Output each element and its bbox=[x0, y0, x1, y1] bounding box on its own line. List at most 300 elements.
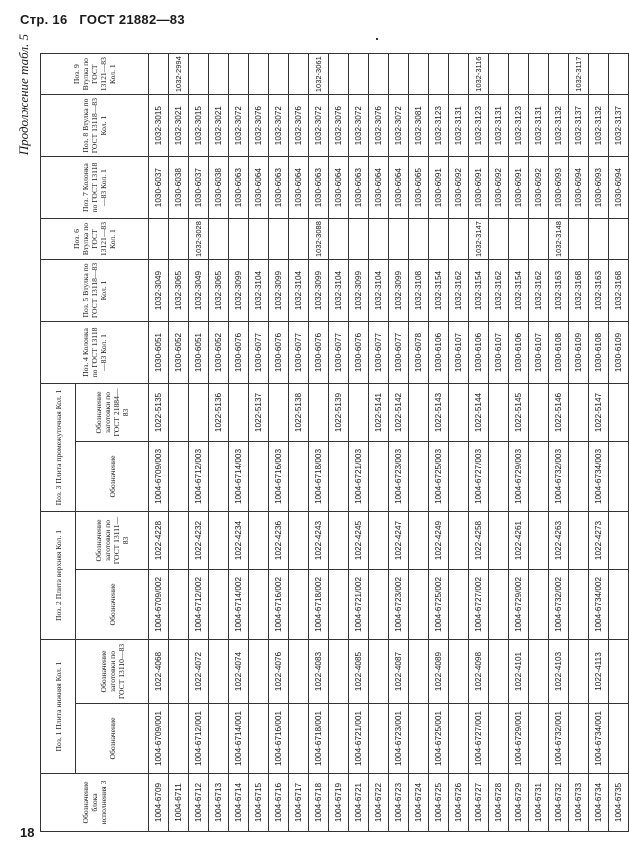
cell-p5: 1032-3162 bbox=[529, 260, 549, 322]
cell-p3: 1004-6725/003 bbox=[429, 442, 449, 512]
cell-p6 bbox=[269, 219, 289, 260]
cell-p1: 1004-6723/001 bbox=[389, 704, 409, 774]
cell-p2b: 1022-4273 bbox=[589, 512, 609, 570]
cell-p1b: 1022-4074 bbox=[229, 640, 249, 704]
cell-p1: 1004-6712/001 bbox=[189, 704, 209, 774]
cell-p7: 1030-6063 bbox=[349, 157, 369, 219]
cell-p8: 1032-3081 bbox=[409, 95, 429, 157]
cell-p3b bbox=[269, 384, 289, 442]
cell-p9 bbox=[489, 54, 509, 95]
page-header bbox=[20, 12, 193, 27]
cell-p8: 1032-3132 bbox=[549, 95, 569, 157]
cell-p3b bbox=[169, 384, 189, 442]
cell-p2 bbox=[569, 570, 589, 640]
cell-p7: 1030-6038 bbox=[169, 157, 189, 219]
cell-block: 1004-6725 bbox=[429, 774, 449, 832]
cell-p3 bbox=[329, 442, 349, 512]
cell-block: 1004-6713 bbox=[209, 774, 229, 832]
cell-p8: 1032-3072 bbox=[389, 95, 409, 157]
cell-p2 bbox=[489, 570, 509, 640]
cell-block: 1004-6714 bbox=[229, 774, 249, 832]
cell-p3 bbox=[249, 442, 269, 512]
cell-p3 bbox=[289, 442, 309, 512]
cell-p1 bbox=[209, 704, 229, 774]
table-row bbox=[289, 54, 309, 832]
col-pos6: Поз. 6 Втулка по ГОСТ 13121—83 Кол. 1 bbox=[41, 219, 149, 260]
continuation-caption: Продолжение табл. 5 bbox=[16, 34, 31, 156]
cell-p8: 1032-3076 bbox=[329, 95, 349, 157]
cell-p8: 1032-3076 bbox=[249, 95, 269, 157]
cell-p5: 1032-3049 bbox=[149, 260, 169, 322]
cell-p1b: 1022-4083 bbox=[309, 640, 329, 704]
cell-p2: 1004-6725/002 bbox=[429, 570, 449, 640]
cell-p3b: 1022-5136 bbox=[209, 384, 229, 442]
cell-p1b bbox=[369, 640, 389, 704]
cell-p7: 1030-6063 bbox=[309, 157, 329, 219]
cell-p1: 1004-6725/001 bbox=[429, 704, 449, 774]
cell-p4: 1030-6107 bbox=[449, 322, 469, 384]
cell-p3b: 1022-5135 bbox=[149, 384, 169, 442]
table-row bbox=[229, 54, 249, 832]
cell-p1: 1004-6727/001 bbox=[469, 704, 489, 774]
cell-p2b bbox=[209, 512, 229, 570]
cell-p6 bbox=[369, 219, 389, 260]
spec-table bbox=[40, 53, 629, 832]
cell-p2 bbox=[209, 570, 229, 640]
cell-p4: 1030-6106 bbox=[469, 322, 489, 384]
cell-p5: 1032-3065 bbox=[169, 260, 189, 322]
cell-p3 bbox=[169, 442, 189, 512]
cell-p1: 1004-6709/001 bbox=[149, 704, 169, 774]
cell-p3: 1004-6732/003 bbox=[549, 442, 569, 512]
cell-p2b bbox=[529, 512, 549, 570]
cell-p1b: 1022-4068 bbox=[149, 640, 169, 704]
cell-p8: 1032-3131 bbox=[529, 95, 549, 157]
cell-p5: 1032-3104 bbox=[369, 260, 389, 322]
cell-p9 bbox=[269, 54, 289, 95]
cell-p9 bbox=[589, 54, 609, 95]
cell-p7: 1030-6064 bbox=[369, 157, 389, 219]
cell-p3b: 1022-5145 bbox=[509, 384, 529, 442]
cell-p6: 1032-3088 bbox=[309, 219, 329, 260]
cell-p7: 1030-6063 bbox=[229, 157, 249, 219]
cell-p9 bbox=[409, 54, 429, 95]
table-row bbox=[409, 54, 429, 832]
cell-p8: 1032-3123 bbox=[429, 95, 449, 157]
cell-p2 bbox=[249, 570, 269, 640]
cell-p8: 1032-3015 bbox=[189, 95, 209, 157]
cell-p2 bbox=[609, 570, 629, 640]
col-block: Обозначение блока исполнения 3 bbox=[41, 774, 149, 832]
cell-p8: 1032-3137 bbox=[609, 95, 629, 157]
cell-p9 bbox=[609, 54, 629, 95]
cell-p4: 1030-6076 bbox=[309, 322, 329, 384]
cell-p6 bbox=[349, 219, 369, 260]
cell-p4: 1030-6051 bbox=[149, 322, 169, 384]
cell-p1 bbox=[329, 704, 349, 774]
cell-p2: 1004-6718/002 bbox=[309, 570, 329, 640]
cell-p3b bbox=[229, 384, 249, 442]
cell-p4: 1030-6107 bbox=[529, 322, 549, 384]
col-pos3-blank: Обозначение заготовки по ГОСТ 21884—83 bbox=[76, 384, 149, 442]
cell-p1b bbox=[529, 640, 549, 704]
cell-p6 bbox=[209, 219, 229, 260]
cell-p5: 1032-3104 bbox=[249, 260, 269, 322]
cell-p5: 1032-3154 bbox=[429, 260, 449, 322]
cell-p2b bbox=[169, 512, 189, 570]
cell-p3b: 1022-5138 bbox=[289, 384, 309, 442]
cell-p3b bbox=[569, 384, 589, 442]
cell-p4: 1030-6052 bbox=[169, 322, 189, 384]
cell-p6 bbox=[169, 219, 189, 260]
cell-p3 bbox=[609, 442, 629, 512]
cell-p4: 1030-6052 bbox=[209, 322, 229, 384]
cell-block: 1004-6709 bbox=[149, 774, 169, 832]
table-row bbox=[609, 54, 629, 832]
col-pos9: Поз. 9 Втулка по ГОСТ 13121—83 Кол. 1 bbox=[41, 54, 149, 95]
cell-p4: 1030-6051 bbox=[189, 322, 209, 384]
table-row bbox=[189, 54, 209, 832]
cell-p3b: 1022-5143 bbox=[429, 384, 449, 442]
table-body bbox=[149, 54, 629, 832]
cell-p2: 1004-6714/002 bbox=[229, 570, 249, 640]
cell-p4: 1030-6077 bbox=[289, 322, 309, 384]
cell-p5: 1032-3065 bbox=[209, 260, 229, 322]
cell-p5: 1032-3099 bbox=[349, 260, 369, 322]
cell-p3: 1004-6714/003 bbox=[229, 442, 249, 512]
col-pos3-designation: Обозначение bbox=[76, 442, 149, 512]
cell-p9 bbox=[509, 54, 529, 95]
cell-p2b: 1022-4243 bbox=[309, 512, 329, 570]
cell-p9 bbox=[549, 54, 569, 95]
cell-p3 bbox=[449, 442, 469, 512]
cell-p2b bbox=[369, 512, 389, 570]
table-row bbox=[569, 54, 589, 832]
cell-p1: 1004-6721/001 bbox=[349, 704, 369, 774]
cell-p1 bbox=[249, 704, 269, 774]
cell-p3b: 1022-5144 bbox=[469, 384, 489, 442]
cell-p2: 1004-6729/002 bbox=[509, 570, 529, 640]
cell-p4: 1030-6078 bbox=[409, 322, 429, 384]
standard-label: ГОСТ 21882—83 bbox=[79, 12, 185, 27]
cell-p3: 1004-6712/003 bbox=[189, 442, 209, 512]
cell-p9 bbox=[369, 54, 389, 95]
cell-p3: 1004-6723/003 bbox=[389, 442, 409, 512]
cell-p3b bbox=[449, 384, 469, 442]
cell-p2b: 1022-4258 bbox=[469, 512, 489, 570]
cell-p6 bbox=[489, 219, 509, 260]
cell-p6 bbox=[509, 219, 529, 260]
cell-p2b: 1022-4261 bbox=[509, 512, 529, 570]
cell-block: 1004-6724 bbox=[409, 774, 429, 832]
col-pos2: Поз. 2 Плита верхняя Кол. 1 bbox=[41, 512, 76, 640]
cell-p4: 1030-6107 bbox=[489, 322, 509, 384]
table-row bbox=[269, 54, 289, 832]
cell-p1: 1004-6718/001 bbox=[309, 704, 329, 774]
cell-p2: 1004-6734/002 bbox=[589, 570, 609, 640]
cell-p2 bbox=[369, 570, 389, 640]
cell-p4: 1030-6106 bbox=[509, 322, 529, 384]
cell-p3b: 1022-5146 bbox=[549, 384, 569, 442]
col-pos3: Поз. 3 Плита промежуточная Кол. 1 bbox=[41, 384, 76, 512]
cell-p5: 1032-3099 bbox=[389, 260, 409, 322]
cell-p2b: 1022-4228 bbox=[149, 512, 169, 570]
cell-p2b bbox=[249, 512, 269, 570]
cell-p1b bbox=[249, 640, 269, 704]
cell-p4: 1030-6077 bbox=[329, 322, 349, 384]
cell-p2b bbox=[449, 512, 469, 570]
cell-block: 1004-6735 bbox=[609, 774, 629, 832]
cell-p9 bbox=[249, 54, 269, 95]
cell-p9 bbox=[389, 54, 409, 95]
page-number-label: Стр. 16 bbox=[20, 12, 68, 27]
cell-p3b: 1022-5142 bbox=[389, 384, 409, 442]
cell-p1b: 1022-4072 bbox=[189, 640, 209, 704]
table-row bbox=[589, 54, 609, 832]
cell-p4: 1030-6077 bbox=[369, 322, 389, 384]
cell-p4: 1030-6077 bbox=[249, 322, 269, 384]
cell-p2 bbox=[409, 570, 429, 640]
table-row bbox=[529, 54, 549, 832]
cell-p2: 1004-6723/002 bbox=[389, 570, 409, 640]
cell-p3 bbox=[569, 442, 589, 512]
cell-p4: 1030-6077 bbox=[389, 322, 409, 384]
cell-p6 bbox=[329, 219, 349, 260]
cell-p1 bbox=[569, 704, 589, 774]
cell-p2b: 1022-4236 bbox=[269, 512, 289, 570]
cell-p9 bbox=[449, 54, 469, 95]
cell-p5: 1032-3108 bbox=[409, 260, 429, 322]
table-row bbox=[449, 54, 469, 832]
cell-p5: 1032-3104 bbox=[289, 260, 309, 322]
table-row bbox=[209, 54, 229, 832]
cell-p5: 1032-3163 bbox=[549, 260, 569, 322]
cell-p4: 1030-6109 bbox=[569, 322, 589, 384]
cell-p9: 1032-2994 bbox=[169, 54, 189, 95]
cell-p3b bbox=[529, 384, 549, 442]
cell-p1 bbox=[369, 704, 389, 774]
table-row bbox=[469, 54, 489, 832]
cell-p3: 1004-6721/003 bbox=[349, 442, 369, 512]
cell-p6: 1032-3028 bbox=[189, 219, 209, 260]
cell-p1b: 1022-4103 bbox=[549, 640, 569, 704]
cell-p7: 1030-6092 bbox=[449, 157, 469, 219]
cell-p9: 1032-3061 bbox=[309, 54, 329, 95]
cell-p6: 1032-3148 bbox=[549, 219, 569, 260]
col-pos1-blank: Обозначение заготовки по ГОСТ 13110—83 bbox=[76, 640, 149, 704]
cell-p8: 1032-3123 bbox=[469, 95, 489, 157]
table-row bbox=[369, 54, 389, 832]
cell-p5: 1032-3154 bbox=[509, 260, 529, 322]
cell-p8: 1032-3021 bbox=[209, 95, 229, 157]
cell-p1b bbox=[489, 640, 509, 704]
cell-p5: 1032-3104 bbox=[329, 260, 349, 322]
cell-p1b: 1022-4098 bbox=[469, 640, 489, 704]
cell-p4: 1030-6076 bbox=[269, 322, 289, 384]
cell-p7: 1030-6091 bbox=[429, 157, 449, 219]
cell-p1: 1004-6734/001 bbox=[589, 704, 609, 774]
cell-p3: 1004-6716/003 bbox=[269, 442, 289, 512]
cell-p3b: 1022-5139 bbox=[329, 384, 349, 442]
cell-p8: 1032-3076 bbox=[289, 95, 309, 157]
cell-p4: 1030-6076 bbox=[229, 322, 249, 384]
cell-p6 bbox=[149, 219, 169, 260]
cell-block: 1004-6718 bbox=[309, 774, 329, 832]
cell-p6 bbox=[589, 219, 609, 260]
col-pos2-designation: Обозначение bbox=[76, 570, 149, 640]
cell-p1 bbox=[449, 704, 469, 774]
table-row bbox=[149, 54, 169, 832]
cell-p2b: 1022-4245 bbox=[349, 512, 369, 570]
cell-p2b bbox=[489, 512, 509, 570]
cell-p7: 1030-6093 bbox=[549, 157, 569, 219]
cell-p3b bbox=[349, 384, 369, 442]
col-pos2-blank: Обозначение заготовки по ГОСТ 13111—83 bbox=[76, 512, 149, 570]
cell-p4: 1030-6108 bbox=[589, 322, 609, 384]
cell-p3: 1004-6729/003 bbox=[509, 442, 529, 512]
cell-p2: 1004-6721/002 bbox=[349, 570, 369, 640]
cell-p1b bbox=[169, 640, 189, 704]
cell-block: 1004-6727 bbox=[469, 774, 489, 832]
cell-p9 bbox=[429, 54, 449, 95]
cell-p6 bbox=[389, 219, 409, 260]
cell-p7: 1030-6091 bbox=[509, 157, 529, 219]
cell-p4: 1030-6108 bbox=[549, 322, 569, 384]
cell-p1b bbox=[449, 640, 469, 704]
cell-p6 bbox=[249, 219, 269, 260]
table-row bbox=[309, 54, 329, 832]
cell-p6 bbox=[229, 219, 249, 260]
cell-block: 1004-6717 bbox=[289, 774, 309, 832]
cell-p2b: 1022-4263 bbox=[549, 512, 569, 570]
cell-p3: 1004-6718/003 bbox=[309, 442, 329, 512]
cell-p3 bbox=[489, 442, 509, 512]
cell-p7: 1030-6065 bbox=[409, 157, 429, 219]
cell-p8: 1032-3072 bbox=[309, 95, 329, 157]
cell-p2b: 1022-4247 bbox=[389, 512, 409, 570]
cell-p8: 1032-3072 bbox=[349, 95, 369, 157]
cell-block: 1004-6733 bbox=[569, 774, 589, 832]
cell-p9 bbox=[289, 54, 309, 95]
cell-p1 bbox=[409, 704, 429, 774]
cell-p3b bbox=[409, 384, 429, 442]
cell-p7: 1030-6064 bbox=[249, 157, 269, 219]
cell-p3: 1004-6727/003 bbox=[469, 442, 489, 512]
cell-p5: 1032-3162 bbox=[449, 260, 469, 322]
cell-p3b: 1022-5137 bbox=[249, 384, 269, 442]
cell-p2b: 1022-4232 bbox=[189, 512, 209, 570]
cell-p8: 1032-3131 bbox=[449, 95, 469, 157]
cell-p9 bbox=[349, 54, 369, 95]
cell-p1: 1004-6716/001 bbox=[269, 704, 289, 774]
cell-p2b bbox=[569, 512, 589, 570]
cell-p3b bbox=[489, 384, 509, 442]
cell-p4: 1030-6109 bbox=[609, 322, 629, 384]
cell-p7: 1030-6094 bbox=[609, 157, 629, 219]
cell-p1b bbox=[609, 640, 629, 704]
cell-p3b bbox=[309, 384, 329, 442]
cell-p1b: 1022-4085 bbox=[349, 640, 369, 704]
cell-p7: 1030-6064 bbox=[389, 157, 409, 219]
cell-p2: 1004-6732/002 bbox=[549, 570, 569, 640]
table-row bbox=[549, 54, 569, 832]
cell-p7: 1030-6092 bbox=[529, 157, 549, 219]
cell-p5: 1032-3168 bbox=[609, 260, 629, 322]
cell-p8: 1032-3123 bbox=[509, 95, 529, 157]
cell-p2: 1004-6709/002 bbox=[149, 570, 169, 640]
cell-p1b: 1022-4101 bbox=[509, 640, 529, 704]
cell-block: 1004-6731 bbox=[529, 774, 549, 832]
cell-block: 1004-6729 bbox=[509, 774, 529, 832]
cell-p2 bbox=[529, 570, 549, 640]
cell-p3b: 1022-5141 bbox=[369, 384, 389, 442]
cell-p1 bbox=[169, 704, 189, 774]
cell-p7: 1030-6063 bbox=[269, 157, 289, 219]
table-row bbox=[169, 54, 189, 832]
cell-p8: 1032-3076 bbox=[369, 95, 389, 157]
cell-p9 bbox=[529, 54, 549, 95]
cell-p1b: 1022-4089 bbox=[429, 640, 449, 704]
cell-p3b bbox=[609, 384, 629, 442]
cell-p7: 1030-6037 bbox=[189, 157, 209, 219]
cell-p2: 1004-6727/002 bbox=[469, 570, 489, 640]
cell-p2b: 1022-4234 bbox=[229, 512, 249, 570]
cell-p7: 1030-6038 bbox=[209, 157, 229, 219]
cell-block: 1004-6719 bbox=[329, 774, 349, 832]
cell-block: 1004-6715 bbox=[249, 774, 269, 832]
cell-p3 bbox=[369, 442, 389, 512]
cell-p3 bbox=[209, 442, 229, 512]
cell-p1b: 1022-4076 bbox=[269, 640, 289, 704]
cell-p6 bbox=[569, 219, 589, 260]
cell-p6 bbox=[609, 219, 629, 260]
cell-p3 bbox=[529, 442, 549, 512]
cell-p7: 1030-6064 bbox=[289, 157, 309, 219]
table-row bbox=[249, 54, 269, 832]
cell-p8: 1032-3137 bbox=[569, 95, 589, 157]
cell-p2 bbox=[449, 570, 469, 640]
cell-p2 bbox=[169, 570, 189, 640]
cell-p6 bbox=[409, 219, 429, 260]
cell-p7: 1030-6091 bbox=[469, 157, 489, 219]
cell-p2b: 1022-4249 bbox=[429, 512, 449, 570]
cell-p2 bbox=[289, 570, 309, 640]
cell-p7: 1030-6064 bbox=[329, 157, 349, 219]
cell-block: 1004-6723 bbox=[389, 774, 409, 832]
footer-page-number: 18 bbox=[20, 825, 35, 840]
rotated-table-area bbox=[16, 32, 623, 832]
cell-p1b bbox=[409, 640, 429, 704]
cell-p9: 1032-3117 bbox=[569, 54, 589, 95]
cell-p6: 1032-3147 bbox=[469, 219, 489, 260]
cell-p1: 1004-6729/001 bbox=[509, 704, 529, 774]
table-row bbox=[489, 54, 509, 832]
col-pos1: Поз. 1 Плита нижняя Кол. 1 bbox=[41, 640, 76, 774]
col-pos5: Поз. 5 Втулка по ГОСТ 13118—83 Кол. 1 bbox=[41, 260, 149, 322]
cell-p5: 1032-3163 bbox=[589, 260, 609, 322]
cell-p5: 1032-3099 bbox=[269, 260, 289, 322]
cell-p4: 1030-6076 bbox=[349, 322, 369, 384]
cell-block: 1004-6726 bbox=[449, 774, 469, 832]
cell-p6 bbox=[449, 219, 469, 260]
cell-block: 1004-6732 bbox=[549, 774, 569, 832]
cell-p1b bbox=[209, 640, 229, 704]
cell-p7: 1030-6037 bbox=[149, 157, 169, 219]
cell-block: 1004-6721 bbox=[349, 774, 369, 832]
cell-block: 1004-6722 bbox=[369, 774, 389, 832]
col-pos7: Поз. 7 Колонка по ГОСТ 13118—83 Кол. 1 bbox=[41, 157, 149, 219]
cell-p6 bbox=[289, 219, 309, 260]
